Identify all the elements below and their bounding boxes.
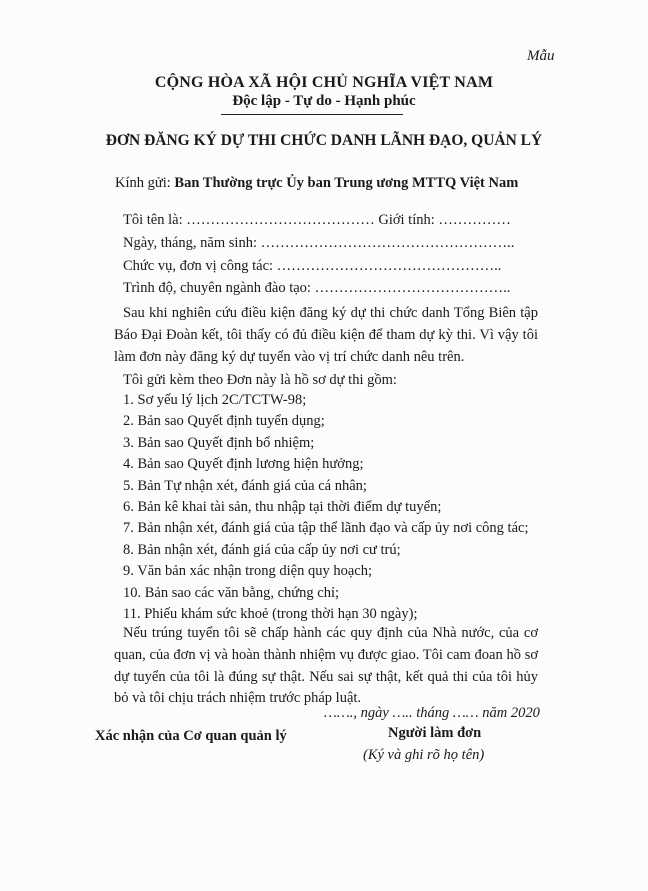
form-tag: Mẫu	[527, 48, 555, 64]
nation-header: CỘNG HÒA XÃ HỘI CHỦ NGHĨA VIỆT NAM	[154, 74, 494, 91]
list-item: 9. Văn bản xác nhận trong diện quy hoạch;	[123, 563, 372, 580]
list-item: 6. Bản kê khai tài sản, thu nhập tại thời điểm dự tuyển;	[123, 498, 442, 515]
motto-underline	[221, 114, 403, 115]
recipient-line	[115, 175, 518, 192]
position-field: Chức vụ, đơn vị công tác: ………………………………………..	[123, 258, 502, 274]
signature-note: (Ký và ghi rõ họ tên)	[363, 747, 485, 763]
list-item: 10. Bản sao các văn bằng, chứng chỉ;	[123, 584, 340, 601]
list-item: 4. Bản sao Quyết định lương hiện hưởng;	[123, 456, 364, 473]
intro-paragraph: Sau khi nghiên cứu điều kiện đăng ký dự thi chức danh Tổng Biên tập Báo Đại Đoàn kết, tôi thấy có đủ điều kiện để tham dự kỳ thi. Vì vậy tôi làm đơn này đăng ký dự tuyển vào vị trí chức danh nêu trên.	[114, 305, 538, 365]
list-item: 11. Phiếu khám sức khoẻ (trong thời hạn 30 ngày);	[123, 605, 418, 622]
list-item: 3. Bản sao Quyết định bổ nhiệm;	[123, 434, 315, 451]
list-item: 5. Bản Tự nhận xét, đánh giá của cá nhân;	[123, 477, 367, 494]
recipient-name: Ban Thường trực Ủy ban Trung ương MTTQ Việt Nam	[174, 175, 519, 191]
motto: Độc lập - Tự do - Hạnh phúc	[232, 93, 416, 109]
recipient-label: Kính gửi:	[115, 175, 175, 191]
agency-confirmation-label: Xác nhận của Cơ quan quản lý	[95, 728, 287, 744]
name-field: Tôi tên là: ………………………………… Giới tính: ……………	[123, 212, 511, 228]
attachments-intro: Tôi gửi kèm theo Đơn này là hồ sơ dự thi gồm:	[123, 372, 397, 388]
list-item: 1. Sơ yếu lý lịch 2C/TCTW-98;	[123, 392, 307, 408]
list-item: 8. Bản nhận xét, đánh giá của cấp ủy nơi cư trú;	[123, 541, 401, 558]
dob-field: Ngày, tháng, năm sinh: ……………………………………………..	[123, 235, 515, 251]
list-item: 2. Bản sao Quyết định tuyển dụng;	[123, 413, 325, 430]
education-field: Trình độ, chuyên ngành đào tạo: …………………………………..	[123, 280, 511, 296]
list-item: 7. Bản nhận xét, đánh giá của tập thể lãnh đạo và cấp ủy nơi công tác;	[123, 520, 529, 537]
document-title: ĐƠN ĐĂNG KÝ DỰ THI CHỨC DANH LÃNH ĐẠO, QUẢN LÝ	[105, 132, 543, 149]
applicant-signature-label: Người làm đơn	[388, 725, 482, 741]
date-line: ……., ngày ….. tháng …… năm 2020	[324, 705, 540, 721]
commitment-paragraph: Nếu trúng tuyển tôi sẽ chấp hành các quy định của Nhà nước, của cơ quan, của đơn vị và hoàn thành nhiệm vụ được giao. Tôi cam đoan hồ sơ dự tuyển của tôi là đúng sự thật. Nếu sai sự thật, kết quả thi của tôi hủy bỏ và tôi chịu trách nhiệm trước pháp luật.	[114, 625, 538, 707]
attachments-list	[123, 390, 528, 625]
